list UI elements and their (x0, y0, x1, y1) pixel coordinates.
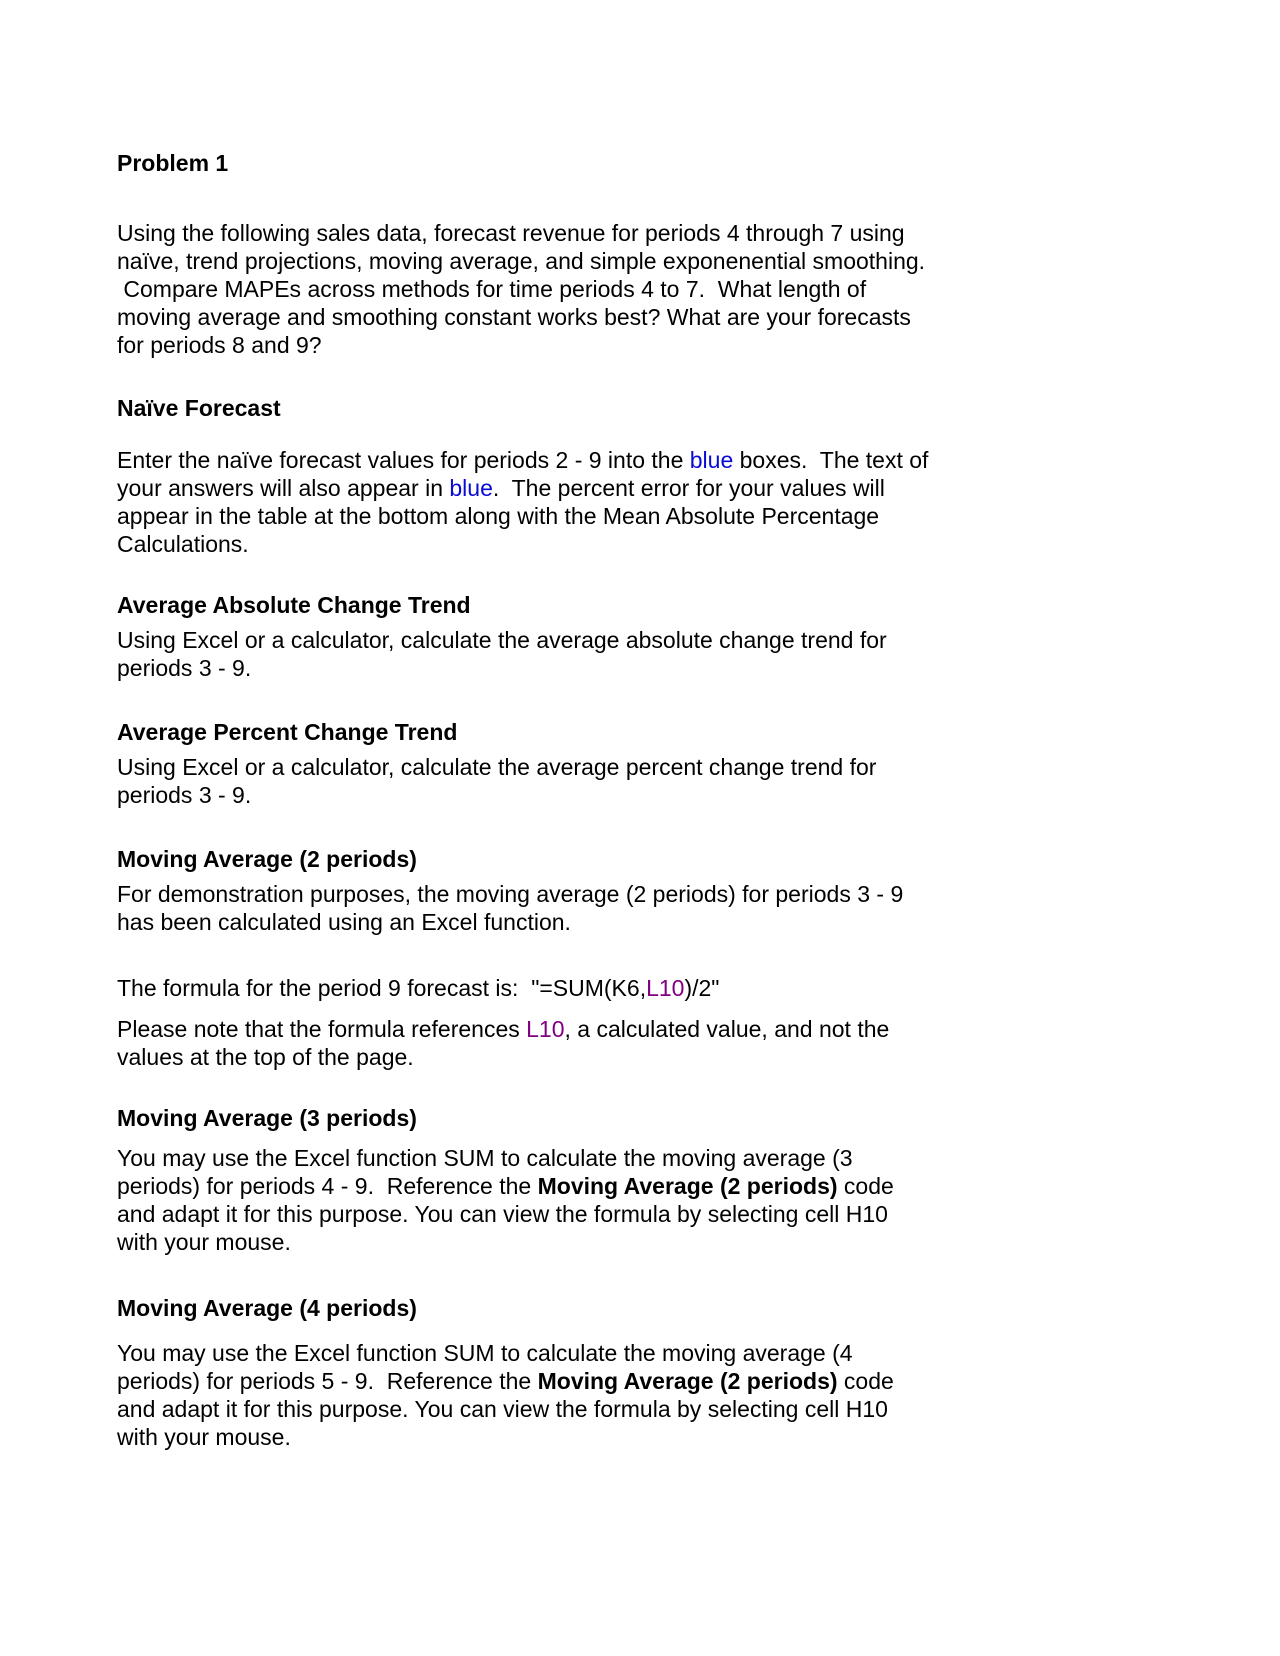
pct-trend-line: periods 3 - 9. (117, 782, 252, 808)
naive-line (117, 474, 1017, 502)
intro-line: Compare MAPEs across methods for time periods 4 to 7. What length of (117, 276, 867, 302)
naive-line: appear in the table at the bottom along with the Mean Absolute Percentage (117, 503, 880, 529)
abs-trend-line: Using Excel or a calculator, calculate the average absolute change trend for (117, 627, 887, 653)
intro-line: for periods 8 and 9? (117, 332, 322, 358)
ma2-note (117, 1015, 1017, 1071)
ma3-line: with your mouse. (117, 1229, 291, 1255)
abs-trend-line: periods 3 - 9. (117, 655, 252, 681)
intro-paragraph (117, 219, 1017, 359)
ma4-line: with your mouse. (117, 1424, 291, 1450)
ma3-line: and adapt it for this purpose. You can view the formula by selecting cell H10 (117, 1201, 888, 1227)
text-run: , a calculated value, and not the (564, 1016, 890, 1042)
cell-reference: L10 (646, 975, 685, 1001)
ma3-line (117, 1172, 1017, 1200)
ma3-heading: Moving Average (3 periods) (117, 1105, 417, 1131)
text-run: periods) for periods 5 - 9. Reference the (117, 1368, 538, 1394)
naive-line: Calculations. (117, 531, 249, 557)
naive-paragraph (117, 446, 1017, 558)
text-run: boxes. The text of (733, 447, 929, 473)
pct-trend-paragraph (117, 753, 1017, 809)
intro-line: Using the following sales data, forecast revenue for periods 4 through 7 using (117, 220, 905, 246)
ma3-paragraph (117, 1144, 1017, 1256)
ma3-line: You may use the Excel function SUM to calculate the moving average (3 (117, 1145, 853, 1171)
text-run: Please note that the formula references (117, 1016, 527, 1042)
text-run: . The percent error for your values will (492, 475, 885, 501)
ma2-heading: Moving Average (2 periods) (117, 846, 417, 872)
problem-title: Problem 1 (117, 150, 229, 176)
ma2-formula-line (117, 974, 1017, 1002)
ma2-note-line (117, 1015, 1017, 1043)
pct-trend-line: Using Excel or a calculator, calculate the average percent change trend for (117, 754, 877, 780)
naive-heading: Naïve Forecast (117, 395, 281, 421)
pct-trend-heading: Average Percent Change Trend (117, 719, 458, 745)
text-run: The formula for the period 9 forecast is: "=SUM(K6, (117, 975, 647, 1001)
text-run: code (837, 1173, 894, 1199)
text-run: Enter the naïve forecast values for periods 2 - 9 into the (117, 447, 690, 473)
text-run: your answers will also appear in (117, 475, 450, 501)
ma2-line: For demonstration purposes, the moving average (2 periods) for periods 3 - 9 (117, 881, 904, 907)
intro-line: naïve, trend projections, moving average, and simple exponenential smoothing. (117, 248, 926, 274)
blue-keyword: blue (689, 447, 734, 473)
bold-reference: Moving Average (2 periods) (537, 1368, 838, 1394)
text-run: code (837, 1368, 894, 1394)
ma2-paragraph (117, 880, 1017, 936)
ma4-paragraph (117, 1339, 1017, 1451)
ma4-line (117, 1367, 1017, 1395)
abs-trend-paragraph (117, 626, 1017, 682)
naive-line (117, 446, 1017, 474)
bold-reference: Moving Average (2 periods) (537, 1173, 838, 1199)
abs-trend-heading: Average Absolute Change Trend (117, 592, 471, 618)
text-run: periods) for periods 4 - 9. Reference the (117, 1173, 538, 1199)
ma2-note-line: values at the top of the page. (117, 1044, 414, 1070)
ma4-heading: Moving Average (4 periods) (117, 1295, 417, 1321)
blue-keyword: blue (449, 475, 493, 501)
intro-line: moving average and smoothing constant works best? What are your forecasts (117, 304, 911, 330)
text-run: )/2" (684, 975, 720, 1001)
ma4-line: and adapt it for this purpose. You can view the formula by selecting cell H10 (117, 1396, 888, 1422)
ma4-line: You may use the Excel function SUM to calculate the moving average (4 (117, 1340, 853, 1366)
ma2-line: has been calculated using an Excel function. (117, 909, 571, 935)
cell-reference: L10 (526, 1016, 565, 1042)
